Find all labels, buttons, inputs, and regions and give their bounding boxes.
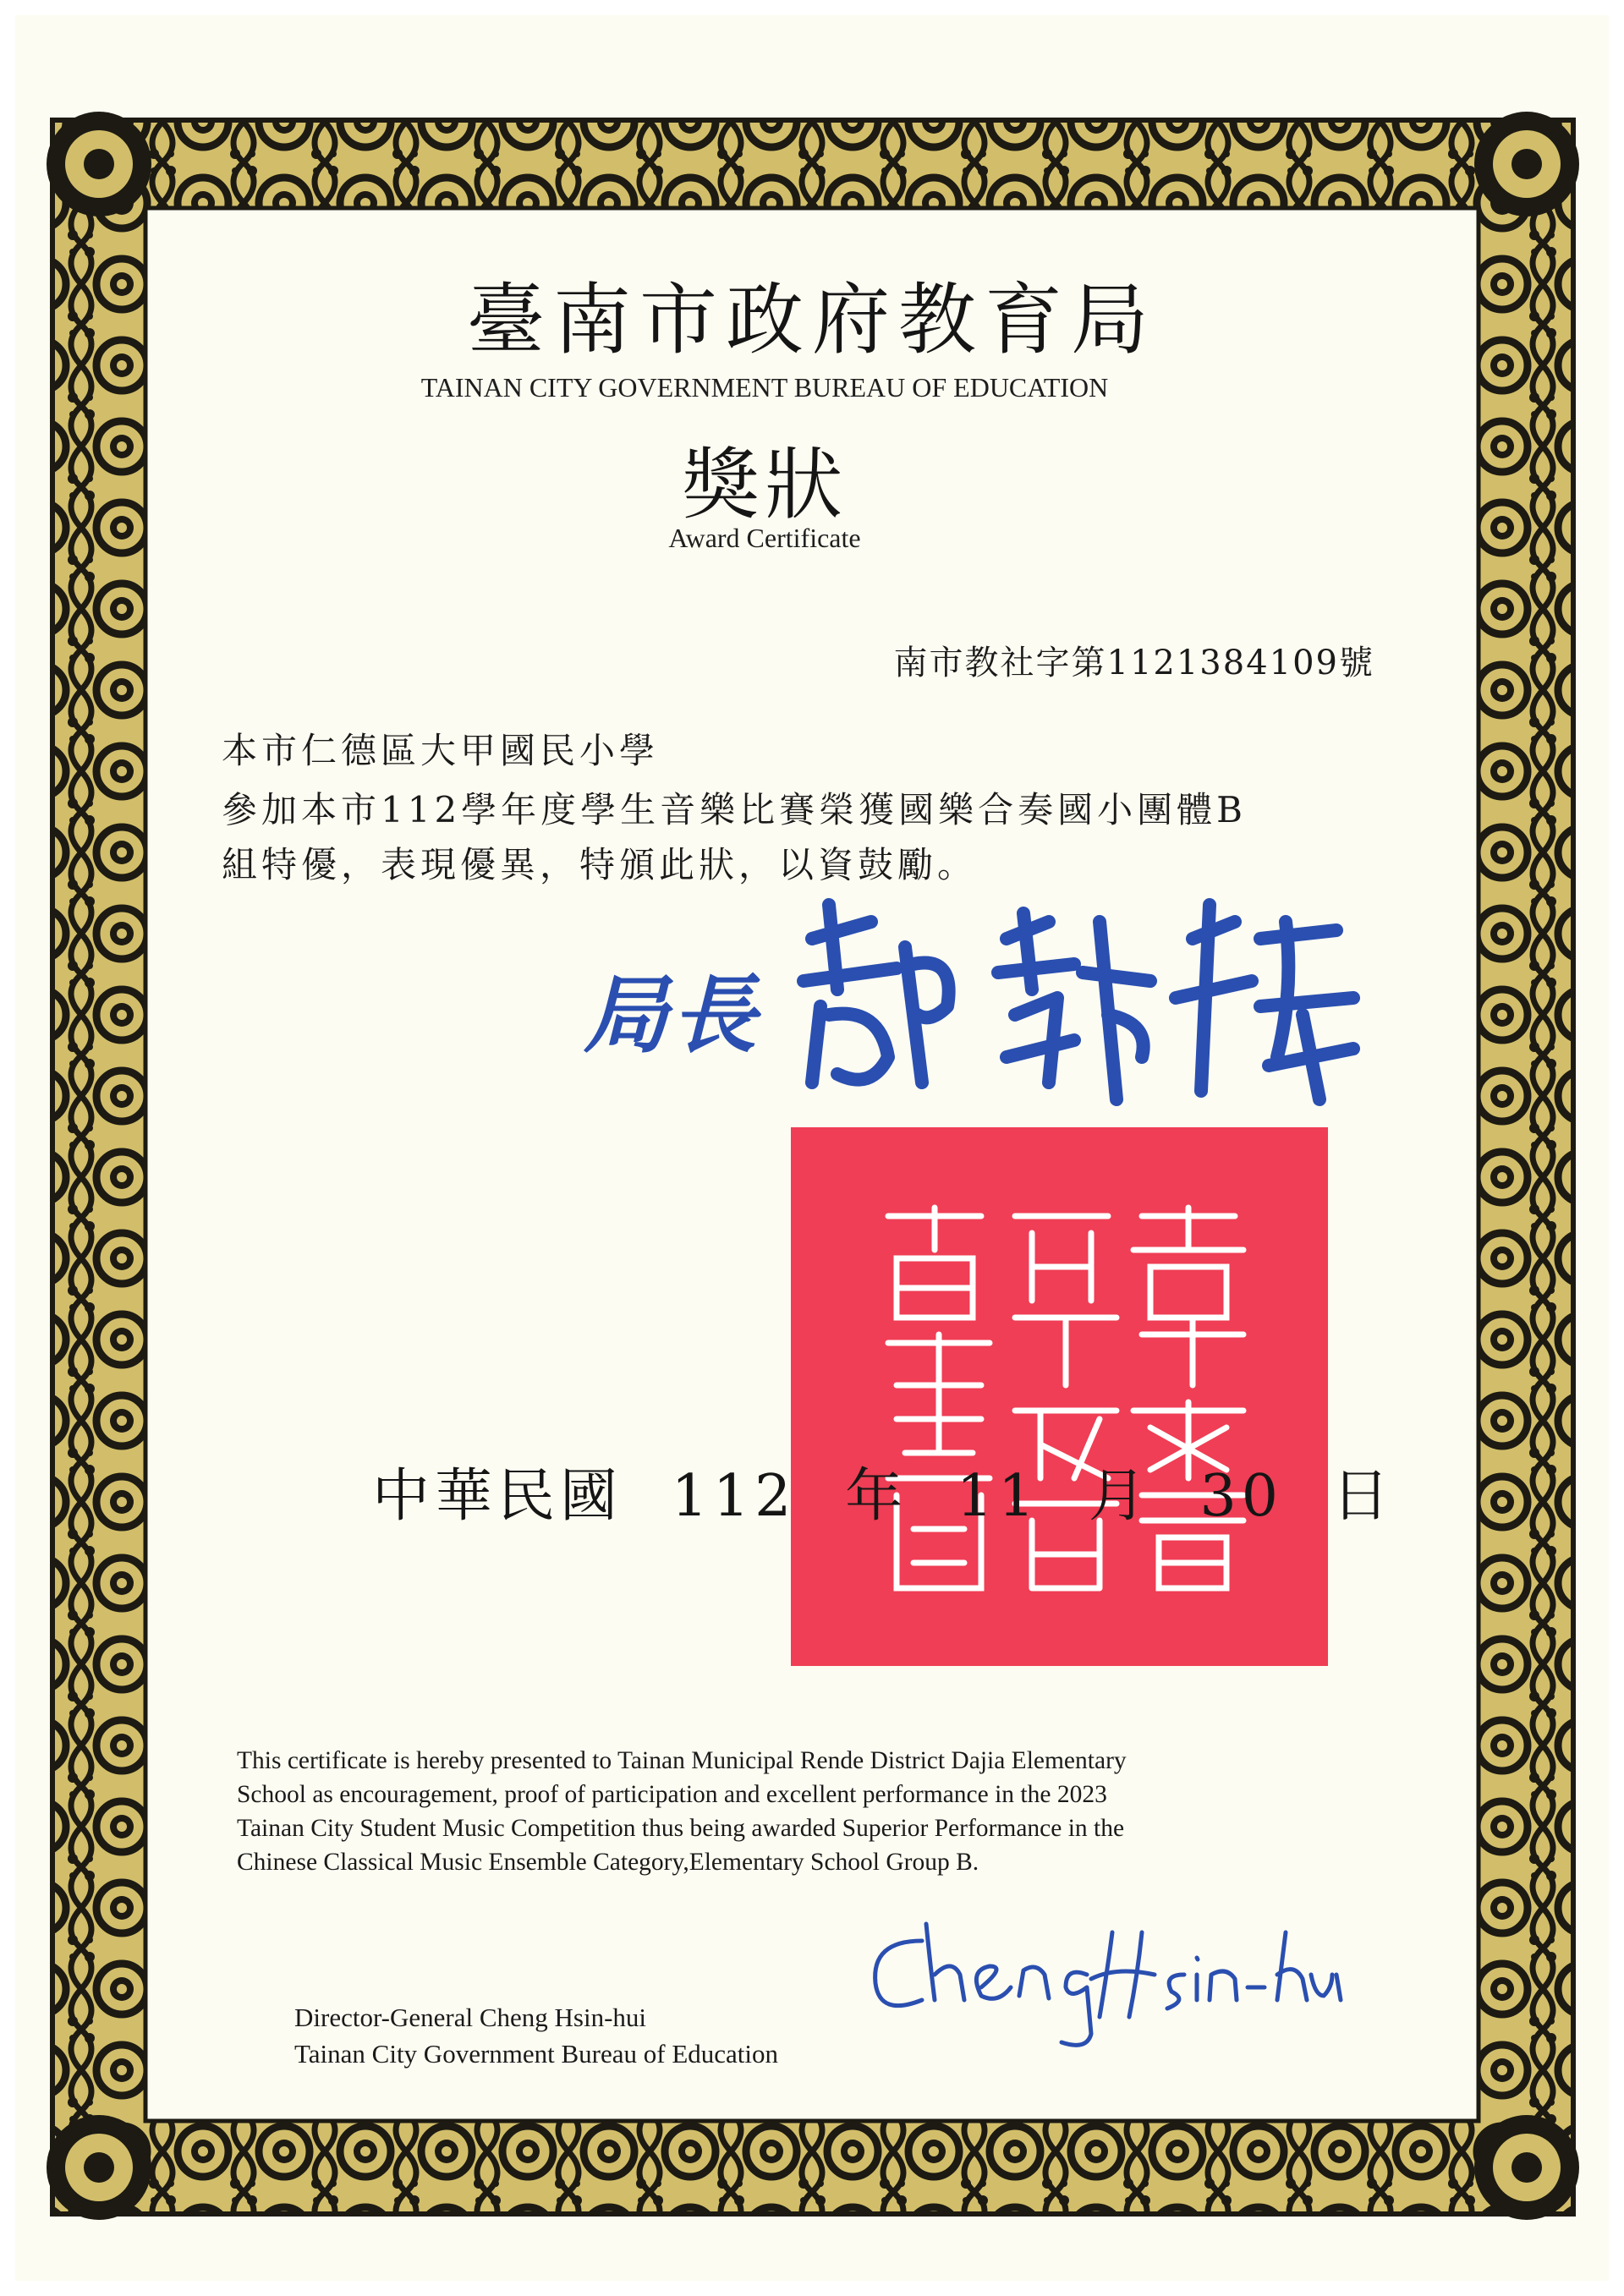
seal-calligraphy	[863, 1199, 1260, 1597]
body-line-1: 本市仁德區大甲國民小學	[222, 730, 660, 771]
signature-title: 局長	[584, 965, 760, 1065]
date-month-unit: 月	[1088, 1463, 1151, 1530]
english-handwritten-signature	[863, 1907, 1345, 2051]
bureau-name-line: Tainan City Government Bureau of Education	[294, 2039, 779, 2069]
date-month: 11	[956, 1463, 1040, 1530]
body-line-2: 參加本市112學年度學生音樂比賽榮獲國樂合奏國小團體B	[222, 789, 1248, 830]
issue-date	[372, 1450, 1395, 1532]
certificate-title-en: Award Certificate	[668, 523, 861, 553]
date-era: 中華民國	[372, 1463, 623, 1530]
date-day-unit: 日	[1331, 1463, 1395, 1530]
certificate-title-zh: 獎狀	[681, 440, 848, 530]
director-name-line: Director-General Cheng Hsin-hui	[294, 2003, 647, 2032]
organization-name-en: TAINAN CITY GOVERNMENT BUREAU OF EDUCATION	[420, 372, 1109, 403]
english-citation: This certificate is hereby presented to Tainan Municipal Rende District Dajia Elementary School as encouragement, proof of participation and excellent performance in the 2023 Tainan City Student Music Competition thus being awarded Superior Performance in the Chinese Classical Music Ensemble Category,Elementary School Group B.	[237, 1747, 1127, 1876]
body-line-3: 組特優，表現優異，特頒此狀，以資鼓勵。	[222, 844, 978, 885]
date-year-unit: 年	[845, 1463, 908, 1530]
handwritten-signature-name	[778, 888, 1370, 1116]
date-year: 112	[671, 1463, 797, 1530]
document-number: 南市教社字第1121384109號	[893, 644, 1374, 682]
official-seal	[791, 1127, 1328, 1666]
date-day: 30	[1199, 1463, 1284, 1530]
organization-name-zh: 臺南市政府教育局	[466, 275, 1157, 365]
director-signature	[575, 888, 1370, 1116]
